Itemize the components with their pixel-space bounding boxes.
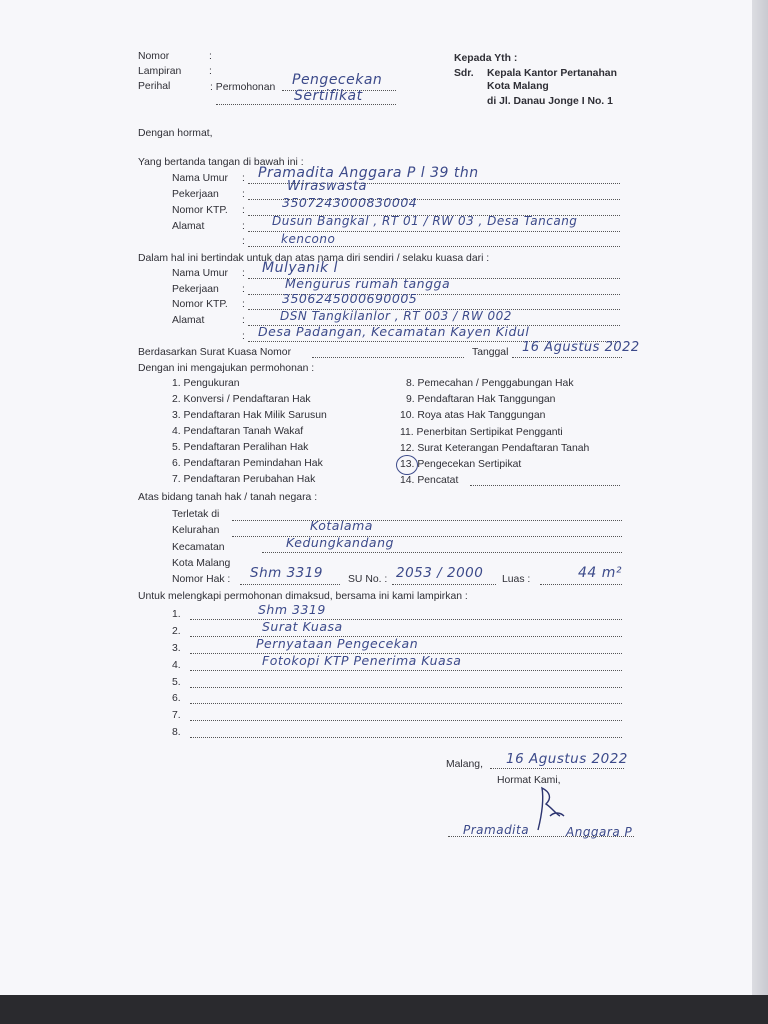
su-line — [392, 584, 496, 585]
applicant-pekerjaan-label: Pekerjaan — [172, 189, 219, 200]
recipient-line1: Kepala Kantor Pertanahan — [487, 68, 617, 79]
principal-alamat-value-2: Desa Padangan, Kecamatan Kayen Kidul — [258, 324, 530, 339]
principal-nama-label: Nama Umur — [172, 268, 229, 279]
su-value: 2053 / 2000 — [396, 565, 484, 581]
attachment-3-num: 3. — [172, 643, 181, 654]
greeting: Dengan hormat, — [138, 128, 213, 139]
request-item-4: 4. Pendaftaran Tanah Wakaf — [172, 426, 304, 437]
attachment-4-value: Fotokopi KTP Penerima Kuasa — [262, 653, 462, 668]
request-item-2: 2. Konversi / Pendaftaran Hak — [172, 394, 311, 405]
attachment-3-value: Pernyataan Pengecekan — [256, 636, 419, 651]
applicant-alamat-line-2 — [248, 246, 620, 247]
principal-alamat-value: DSN Tangkilanlor , RT 003 / RW 002 — [280, 309, 512, 323]
kelurahan-label: Kelurahan — [172, 525, 220, 536]
surat-kuasa-tanggal-line — [512, 357, 622, 358]
signer-name: Pramadita — [463, 823, 530, 837]
attachment-1-line — [190, 619, 622, 620]
closing-hormat: Hormat Kami, — [497, 775, 561, 786]
lampiran-label: Lampiran — [138, 66, 182, 77]
signer-name-2: Anggara P — [566, 825, 633, 839]
page-edge-shadow — [752, 0, 768, 995]
kecamatan-line — [262, 552, 622, 553]
principal-ktp-value: 3506245000690005 — [282, 291, 418, 306]
request-item-3: 3. Pendaftaran Hak Milik Sarusun — [172, 410, 327, 421]
attachment-7-line — [190, 720, 622, 721]
recipient-to-label: Kepada Yth : — [454, 53, 518, 64]
perihal-dotted-line-2 — [216, 104, 396, 105]
recipient-line2: Kota Malang — [487, 81, 549, 92]
recipient-sdr: Sdr. — [454, 68, 474, 79]
applicant-nama-value: Pramadita Anggara P l 39 thn — [258, 165, 479, 181]
attachment-4-num: 4. — [172, 660, 181, 671]
applicant-alamat-label: Alamat — [172, 221, 205, 232]
attachment-1-num: 1. — [172, 609, 181, 620]
attachment-1-value: Shm 3319 — [258, 602, 326, 617]
surat-kuasa-nomor-line — [312, 357, 464, 358]
applicant-alamat-value-2: kencono — [281, 232, 336, 246]
applicant-ktp-value: 3507243000830004 — [282, 195, 418, 210]
nomor-hak-value: Shm 3319 — [250, 565, 323, 581]
pencatat-line — [470, 485, 620, 486]
surat-kuasa-tanggal-label: Tanggal — [472, 347, 509, 358]
request-item-7: 7. Pendaftaran Perubahan Hak — [172, 474, 316, 485]
principal-nama-value: Mulyanik l — [262, 260, 338, 276]
kecamatan-value: Kedungkandang — [286, 535, 394, 550]
request-item-1: 1. Pengukuran — [172, 378, 240, 389]
request-item-11: 11. Penerbitan Sertipikat Pengganti — [400, 427, 563, 438]
kelurahan-value: Kotalama — [310, 518, 373, 533]
principal-pekerjaan-value: Mengurus rumah tangga — [285, 276, 451, 291]
nomor-colon: : — [209, 51, 212, 62]
principal-alamat-colon-2: : — [242, 331, 245, 342]
surat-kuasa-label: Berdasarkan Surat Kuasa Nomor — [138, 347, 292, 358]
applicant-pekerjaan-colon: : — [242, 189, 245, 200]
land-intro: Atas bidang tanah hak / tanah negara : — [138, 492, 318, 503]
applicant-ktp-label: Nomor KTP. — [172, 205, 228, 216]
luas-value: 44 m² — [578, 565, 623, 581]
attachments-intro: Untuk melengkapi permohonan dimaksud, bersama ini kami lampirkan : — [138, 591, 468, 602]
attachment-8-num: 8. — [172, 727, 181, 738]
kecamatan-label: Kecamatan — [172, 542, 225, 553]
surat-kuasa-tanggal-value: 16 Agustus 2022 — [522, 340, 640, 355]
lampiran-colon: : — [209, 66, 212, 77]
request-item-12: 12. Surat Keterangan Pendaftaran Tanah — [400, 443, 590, 454]
principal-alamat-colon: : — [242, 315, 245, 326]
applicant-nama-colon: : — [242, 173, 245, 184]
request-intro: Dengan ini mengajukan permohonan : — [138, 363, 315, 374]
applicant-alamat-colon: : — [242, 221, 245, 232]
principal-pekerjaan-label: Pekerjaan — [172, 284, 219, 295]
attachment-4-line — [190, 670, 622, 671]
principal-ktp-colon: : — [242, 299, 245, 310]
scan-bottom-band — [0, 995, 768, 1024]
terletak-line — [232, 520, 622, 521]
nomor-label: Nomor — [138, 51, 170, 62]
attachment-2-num: 2. — [172, 626, 181, 637]
selected-item-circle — [396, 455, 418, 475]
request-item-10: 10. Roya atas Hak Tanggungan — [400, 410, 546, 421]
signer-line — [448, 836, 634, 837]
attachment-6-num: 6. — [172, 693, 181, 704]
principal-intro: Dalam hal ini bertindak untuk dan atas nama diri sendiri / selaku kuasa dari : — [138, 253, 490, 264]
request-item-5: 5. Pendaftaran Peralihan Hak — [172, 442, 309, 453]
request-item-6: 6. Pendaftaran Pemindahan Hak — [172, 458, 323, 469]
perihal-value-line1: Pengecekan — [292, 72, 383, 88]
principal-pekerjaan-colon: : — [242, 284, 245, 295]
request-item-13: 13. Pengecekan Sertipikat — [400, 459, 522, 470]
terletak-label: Terletak di — [172, 509, 220, 520]
request-item-9: 9. Pendaftaran Hak Tanggungan — [406, 394, 556, 405]
applicant-pekerjaan-value: Wiraswasta — [287, 179, 367, 194]
applicant-alamat-colon-2: : — [242, 236, 245, 247]
applicant-ktp-colon: : — [242, 205, 245, 216]
request-item-8: 8. Pemecahan / Penggabungan Hak — [406, 378, 574, 389]
signature-mark — [530, 784, 570, 834]
request-item-14: 14. Pencatat — [400, 475, 459, 486]
attachment-5-num: 5. — [172, 677, 181, 688]
attachment-7-num: 7. — [172, 710, 181, 721]
closing-date-line — [490, 768, 624, 769]
kota-label: Kota Malang — [172, 558, 231, 569]
perihal-prefix: : Permohonan — [210, 82, 276, 93]
closing-date: 16 Agustus 2022 — [506, 751, 628, 767]
perihal-label: Perihal — [138, 81, 171, 92]
principal-nama-colon: : — [242, 268, 245, 279]
luas-line — [540, 584, 622, 585]
nomor-hak-label: Nomor Hak : — [172, 574, 231, 585]
applicant-nama-label: Nama Umur — [172, 173, 229, 184]
su-label: SU No. : — [348, 574, 388, 585]
recipient-line3: di Jl. Danau Jonge I No. 1 — [487, 96, 613, 107]
applicant-intro: Yang bertanda tangan di bawah ini : — [138, 157, 304, 168]
luas-label: Luas : — [502, 574, 531, 585]
attachment-6-line — [190, 703, 622, 704]
nomor-hak-line — [240, 584, 340, 585]
closing-place: Malang, — [446, 759, 483, 770]
attachment-5-line — [190, 687, 622, 688]
principal-alamat-label: Alamat — [172, 315, 205, 326]
attachment-8-line — [190, 737, 622, 738]
principal-ktp-label: Nomor KTP. — [172, 299, 228, 310]
applicant-alamat-value: Dusun Bangkal , RT 01 / RW 03 , Desa Tancang — [272, 214, 578, 228]
attachment-2-value: Surat Kuasa — [262, 619, 343, 634]
perihal-value-line2: Sertifikat — [294, 88, 363, 104]
